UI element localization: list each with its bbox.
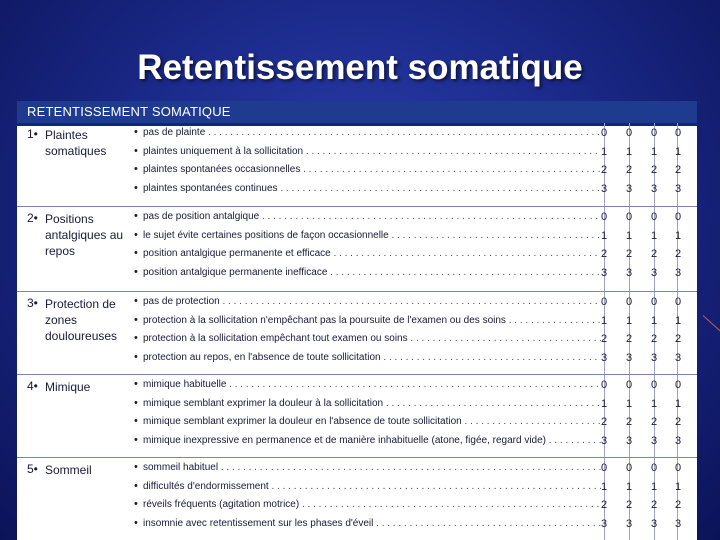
item-label: plaintes spontanées continues . . . — [143, 183, 601, 194]
item-label: pas de position antalgique . . . — [143, 211, 601, 222]
score-value: 2 — [625, 333, 633, 345]
bullet-icon: • — [134, 350, 138, 363]
scale-item — [134, 210, 604, 228]
score-value: 3 — [650, 351, 658, 364]
item-label: protection à la sollicitation empêchant tout examen ou soins . . . — [143, 333, 601, 344]
score-value: 2 — [600, 333, 608, 345]
bullet-icon: • — [134, 163, 138, 175]
slide-title: Retentissement somatique — [137, 48, 583, 87]
score-value: 2 — [674, 499, 682, 511]
score-value: 3 — [625, 434, 633, 447]
score-value: 3 — [625, 517, 633, 530]
section-title: Plaintes somatiques — [45, 128, 107, 158]
section-number: 4• — [27, 379, 38, 393]
scale-item — [134, 378, 604, 396]
item-label: difficultés d'endormissement . . . — [143, 481, 601, 492]
scale-item — [134, 163, 604, 181]
score-value: 3 — [674, 266, 682, 279]
scale-item — [134, 332, 604, 350]
score-value: 1 — [650, 397, 658, 410]
item-label: mimique habituelle . . . — [143, 379, 601, 390]
item-label: sommeil habituel . . . — [143, 462, 601, 473]
score-value: 0 — [674, 379, 682, 391]
section-number: 1• — [27, 127, 38, 141]
score-value: 3 — [625, 266, 633, 279]
score-value: 3 — [674, 517, 682, 530]
score-value: 2 — [600, 416, 608, 428]
score-value: 2 — [600, 248, 608, 260]
bullet-icon: • — [134, 498, 138, 510]
score-value: 1 — [650, 480, 658, 493]
section-number: 2• — [27, 211, 38, 225]
score-value: 1 — [650, 145, 658, 158]
score-value: 1 — [600, 229, 608, 242]
scale-item — [134, 415, 604, 433]
scale-item — [134, 295, 604, 313]
bullet-icon: • — [134, 461, 138, 473]
score-value: 3 — [600, 182, 608, 195]
bullet-icon: • — [134, 378, 138, 390]
score-value: 0 — [625, 296, 633, 308]
score-value: 3 — [650, 434, 658, 447]
score-value: 1 — [674, 480, 682, 493]
score-value: 2 — [600, 499, 608, 511]
score-value: 0 — [625, 462, 633, 474]
score-value: 0 — [650, 379, 658, 391]
score-value: 2 — [650, 333, 658, 345]
bullet-icon: • — [134, 228, 138, 241]
scale-item — [134, 480, 604, 498]
item-label: le sujet évite certaines positions de façon occasionnelle . . . — [143, 230, 601, 241]
score-value: 2 — [650, 164, 658, 176]
bullet-icon: • — [134, 479, 138, 492]
score-value: 2 — [625, 164, 633, 176]
item-label: réveils fréquents (agitation motrice) . . . — [143, 499, 601, 510]
score-value: 2 — [650, 416, 658, 428]
item-label: mimique semblant exprimer la douleur en l'absence de toute sollicitation . . . — [143, 416, 601, 427]
bullet-icon: • — [134, 247, 138, 259]
section-number: 5• — [27, 462, 38, 476]
item-label: protection au repos, en l'absence de toute sollicitation . . . — [143, 352, 601, 363]
score-value: 1 — [600, 480, 608, 493]
score-value: 3 — [650, 517, 658, 530]
section-title: Protection de zones douloureuses — [45, 297, 118, 343]
bullet-icon: • — [134, 433, 138, 446]
bullet-icon: • — [134, 210, 138, 222]
score-value: 1 — [625, 397, 633, 410]
bullet-icon: • — [134, 313, 138, 326]
score-value: 1 — [625, 314, 633, 327]
score-value: 0 — [625, 211, 633, 223]
scale-item — [134, 498, 604, 516]
scale-item — [134, 517, 604, 535]
score-value: 1 — [600, 314, 608, 327]
score-value: 3 — [674, 434, 682, 447]
bullet-icon: • — [134, 415, 138, 427]
scale-table — [17, 101, 697, 540]
scale-item — [134, 126, 604, 144]
scale-item — [134, 461, 604, 479]
score-value: 0 — [600, 462, 608, 474]
scale-item — [134, 266, 604, 284]
score-value: 1 — [625, 480, 633, 493]
bullet-icon: • — [134, 332, 138, 344]
bullet-icon: • — [134, 396, 138, 409]
scale-item — [134, 229, 604, 247]
score-value: 2 — [625, 248, 633, 260]
score-value: 2 — [625, 416, 633, 428]
bullet-icon: • — [134, 265, 138, 278]
item-label: pas de protection . . . — [143, 296, 601, 307]
score-value: 2 — [674, 333, 682, 345]
scale-item — [134, 182, 604, 200]
score-value: 0 — [650, 127, 658, 139]
score-value: 0 — [625, 379, 633, 391]
scale-item — [134, 314, 604, 332]
bullet-icon: • — [134, 516, 138, 529]
score-value: 1 — [600, 397, 608, 410]
score-value: 3 — [600, 351, 608, 364]
score-value: 1 — [650, 314, 658, 327]
score-value: 3 — [674, 351, 682, 364]
item-label: position antalgique permanente et efficace . . . — [143, 248, 601, 259]
score-value: 3 — [650, 182, 658, 195]
score-value: 3 — [674, 182, 682, 195]
score-value: 3 — [625, 182, 633, 195]
score-value: 0 — [600, 211, 608, 223]
score-value: 0 — [674, 211, 682, 223]
score-value: 0 — [600, 379, 608, 391]
score-value: 0 — [650, 296, 658, 308]
score-value: 2 — [674, 248, 682, 260]
score-value: 0 — [600, 127, 608, 139]
score-value: 0 — [625, 127, 633, 139]
score-value: 2 — [674, 416, 682, 428]
bullet-icon: • — [134, 144, 138, 157]
item-label: insomnie avec retentissement sur les phases d'éveil . . . — [143, 518, 601, 529]
section-number: 3• — [27, 296, 38, 310]
item-label: mimique inexpressive en permanence et de manière inhabituelle (atone, figée, regard vide) . . . — [143, 435, 601, 446]
score-value: 0 — [650, 211, 658, 223]
score-value: 0 — [674, 296, 682, 308]
score-value: 1 — [650, 229, 658, 242]
item-label: plaintes uniquement à la sollicitation . . . — [143, 146, 601, 157]
score-value: 3 — [600, 266, 608, 279]
score-value: 1 — [625, 145, 633, 158]
item-label: protection à la sollicitation n'empêchant pas la poursuite de l'examen ou des soins . . . — [143, 315, 601, 326]
scale-header-label: RETENTISSEMENT SOMATIQUE — [27, 104, 231, 119]
section-title: Mimique — [45, 380, 91, 394]
score-value: 2 — [625, 499, 633, 511]
score-value: 1 — [674, 314, 682, 327]
score-value: 3 — [650, 266, 658, 279]
item-label: pas de plainte . . . — [143, 127, 601, 138]
score-value: 2 — [650, 499, 658, 511]
item-label: mimique semblant exprimer la douleur à la sollicitation . . . — [143, 398, 601, 409]
score-value: 2 — [674, 164, 682, 176]
scale-item — [134, 434, 604, 452]
score-value: 2 — [600, 164, 608, 176]
item-label: position antalgique permanente inefficace . . . — [143, 267, 601, 278]
score-value: 1 — [600, 145, 608, 158]
score-value: 2 — [650, 248, 658, 260]
section-title: Positions antalgiques au repos — [45, 212, 124, 258]
section-title: Sommeil — [45, 463, 92, 477]
scale-item — [134, 145, 604, 163]
score-value: 0 — [650, 462, 658, 474]
scale-item — [134, 351, 604, 369]
scale-item — [134, 397, 604, 415]
score-value: 0 — [600, 296, 608, 308]
item-label: plaintes spontanées occasionnelles . . . — [143, 164, 601, 175]
score-value: 1 — [625, 229, 633, 242]
scale-item — [134, 247, 604, 265]
score-value: 3 — [600, 434, 608, 447]
bullet-icon: • — [134, 295, 138, 307]
bullet-icon: • — [134, 181, 138, 194]
bullet-icon: • — [134, 126, 138, 138]
score-value: 3 — [625, 351, 633, 364]
score-value: 0 — [674, 127, 682, 139]
score-value: 0 — [674, 462, 682, 474]
score-value: 1 — [674, 397, 682, 410]
score-value: 3 — [600, 517, 608, 530]
score-value: 1 — [674, 229, 682, 242]
decorative-line — [703, 315, 720, 333]
score-value: 1 — [674, 145, 682, 158]
